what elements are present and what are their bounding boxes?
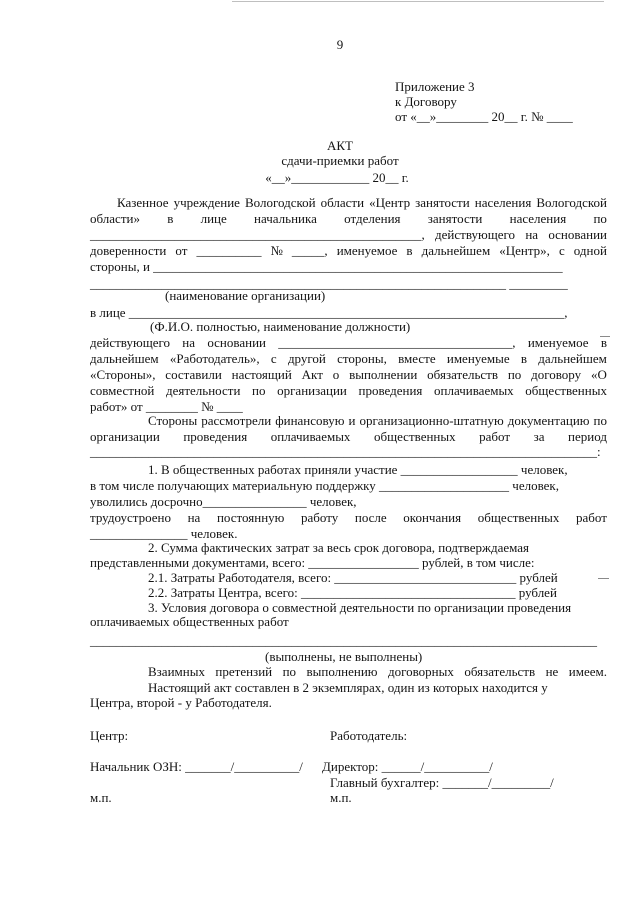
word: «Центр», — [499, 243, 550, 258]
text-line — [90, 367, 607, 383]
word: № — [270, 243, 283, 258]
text-line: стороны, и _______________________________________________________________ — [90, 259, 563, 274]
word: отделения — [344, 211, 401, 226]
word: вместе — [398, 351, 436, 366]
word: составили — [165, 367, 222, 382]
page-number: 9 — [336, 37, 344, 52]
text-line: в том числе получающих материальную поддержку ____________________ человек, — [90, 478, 559, 493]
text-line — [90, 429, 607, 445]
appendix-to-contract: к Договору — [395, 94, 457, 109]
word: выполнению — [306, 664, 378, 679]
word: основании — [207, 335, 266, 350]
appendix-title: Приложение 3 — [395, 79, 475, 94]
word: договорных — [387, 664, 454, 679]
text-line: Центра, второй - у Работодателя. — [90, 695, 272, 710]
text-line: _______________ человек. — [90, 526, 238, 541]
word: области — [320, 195, 365, 210]
word: «Центр — [369, 195, 411, 210]
word: в — [406, 243, 413, 258]
representative-caption: (Ф.И.О. полностью, наименование должности) — [150, 319, 411, 334]
period-blank: ______________________________________________________________________________: — [90, 444, 601, 459]
word: Казенное — [117, 195, 169, 210]
center-head-signature: Начальник ОЗН: _______/__________/ — [90, 759, 303, 774]
word: учреждение — [173, 195, 240, 210]
employer-label: Работодатель: — [330, 728, 408, 743]
word: проведения — [183, 429, 248, 444]
text-line: Настоящий акт составлен в 2 экземплярах, один из которых находится у — [148, 680, 548, 695]
word: дальнейшем — [538, 351, 607, 366]
word: начальника — [254, 211, 317, 226]
text-line — [90, 383, 607, 399]
word: именуемые — [446, 351, 510, 366]
word: постоянную — [216, 510, 285, 525]
word: лице — [200, 211, 227, 226]
word: Вологодской — [244, 195, 316, 210]
word: стороны, — [337, 351, 387, 366]
text-line: работ» от ________ № ____ — [90, 399, 243, 414]
word: «Работодатель», — [169, 351, 260, 366]
text-line — [90, 227, 607, 243]
text-line: 2.2. Затраты Центра, всего: _________________________________ рублей — [148, 585, 557, 600]
word: с — [558, 243, 565, 258]
word: области» — [90, 211, 140, 226]
appendix-date-number: от «__»________ 20__ г. № ____ — [395, 109, 573, 124]
word: действующего — [435, 227, 516, 242]
word: доверенности — [90, 243, 167, 258]
organization-blank: ________________________________________________________________ _________ — [90, 276, 568, 291]
word: деятельности — [165, 383, 241, 398]
word: организационно-штатную — [359, 413, 504, 428]
center-label: Центр: — [90, 728, 129, 743]
word: общественных — [373, 429, 456, 444]
word: в — [167, 211, 174, 226]
word: трудоустроено — [90, 510, 171, 525]
word: __________ — [196, 243, 262, 258]
word: окончания — [403, 510, 462, 525]
word: период — [568, 429, 607, 444]
text-line: 3. Условия договора о совместной деятельности по организации проведения — [148, 600, 572, 615]
word: Стороны — [148, 413, 198, 428]
text-line: 2.1. Затраты Работодателя, всего: ____________________________ рублей — [148, 570, 558, 585]
word: по — [282, 664, 297, 679]
word: именуемое — [527, 335, 589, 350]
employer-accountant-signature: Главный бухгалтер: _______/_________/ — [330, 775, 554, 790]
word: ____________________________________, — [278, 335, 516, 350]
word: по — [507, 367, 522, 382]
word: обязательств — [464, 664, 536, 679]
word: общественных — [525, 383, 607, 398]
act-date: «__»____________ 20__ г. — [265, 170, 409, 185]
word: дальнейшем — [421, 243, 491, 258]
text-line — [90, 243, 607, 259]
word: претензий — [215, 664, 273, 679]
word: занятости — [427, 211, 483, 226]
word: населения — [509, 211, 567, 226]
word: занятости — [415, 195, 470, 210]
word: в — [600, 335, 607, 350]
word: оплачиваемых — [434, 383, 514, 398]
word: именуемое — [336, 243, 398, 258]
text-line: оплачиваемых общественных работ — [90, 614, 289, 629]
word: «Стороны», — [90, 367, 156, 382]
word: не — [545, 664, 559, 679]
word: основании — [548, 227, 607, 242]
word: с — [270, 351, 277, 366]
word: о — [332, 367, 340, 382]
word: оплачиваемых — [270, 429, 351, 444]
text-line: уволились досрочно________________ человек, — [90, 494, 357, 509]
word: имеем. — [568, 664, 607, 679]
word: рассмотрели — [201, 413, 272, 428]
text-line — [148, 413, 607, 429]
word: «О — [590, 367, 607, 382]
scan-artifact-margin-dash — [598, 578, 609, 579]
word: на — [187, 510, 201, 525]
word: настоящий — [231, 367, 292, 382]
text-line — [90, 510, 607, 526]
word: организации — [90, 429, 160, 444]
conditions-caption: (выполнены, не выполнены) — [265, 649, 423, 664]
word: в — [520, 351, 528, 366]
word: дальнейшем — [90, 351, 159, 366]
word: работу — [301, 510, 339, 525]
word: общественных — [477, 510, 560, 525]
word: и — [348, 413, 356, 428]
word: действующего — [90, 335, 170, 350]
word: организации — [277, 383, 347, 398]
text-line — [90, 211, 607, 227]
word: после — [354, 510, 387, 525]
word: работ — [576, 510, 607, 525]
act-subtitle: сдачи-приемки работ — [281, 153, 399, 168]
text-line — [90, 351, 607, 367]
word: финансовую — [275, 413, 345, 428]
text-line — [117, 195, 607, 211]
word: за — [533, 429, 545, 444]
act-title: АКТ — [327, 138, 353, 153]
word: населения — [474, 195, 532, 210]
employer-stamp: м.п. — [330, 790, 352, 805]
word: Акт — [301, 367, 323, 382]
word: документацию — [507, 413, 590, 428]
word: проведения — [358, 383, 423, 398]
text-line — [148, 664, 607, 680]
word: выполнении — [349, 367, 418, 382]
word: договору — [531, 367, 582, 382]
employer-director-signature: Директор: ______/__________/ — [322, 759, 493, 774]
word: ___________________________________________________, — [90, 227, 425, 242]
word: на — [182, 335, 196, 350]
center-stamp: м.п. — [90, 790, 112, 805]
scan-artifact-top-line — [232, 1, 604, 2]
word: по — [593, 413, 607, 428]
text-line: представленными документами, всего: _________________ рублей, в том числе: — [90, 555, 535, 570]
text-line: 2. Сумма фактических затрат за весь срок договора, подтверждаемая — [148, 540, 530, 555]
word: _____, — [291, 243, 328, 258]
word: работ — [479, 429, 511, 444]
text-line — [90, 335, 607, 351]
word: обязательств — [427, 367, 498, 382]
word: на — [525, 227, 539, 242]
text-line: 1. В общественных работах приняли участие __________________ человек, — [148, 462, 568, 477]
word: Вологодской — [536, 195, 607, 210]
word: Взаимных — [148, 664, 205, 679]
organization-caption: (наименование организации) — [165, 288, 326, 303]
conditions-blank: ______________________________________________________________________________ — [90, 633, 597, 648]
word: от — [175, 243, 188, 258]
word: другой — [287, 351, 326, 366]
word: по — [252, 383, 266, 398]
representative-line: в лице ___________________________________________________________________, — [90, 305, 568, 320]
word: по — [593, 211, 607, 226]
word: одной — [573, 243, 607, 258]
word: совместной — [90, 383, 155, 398]
